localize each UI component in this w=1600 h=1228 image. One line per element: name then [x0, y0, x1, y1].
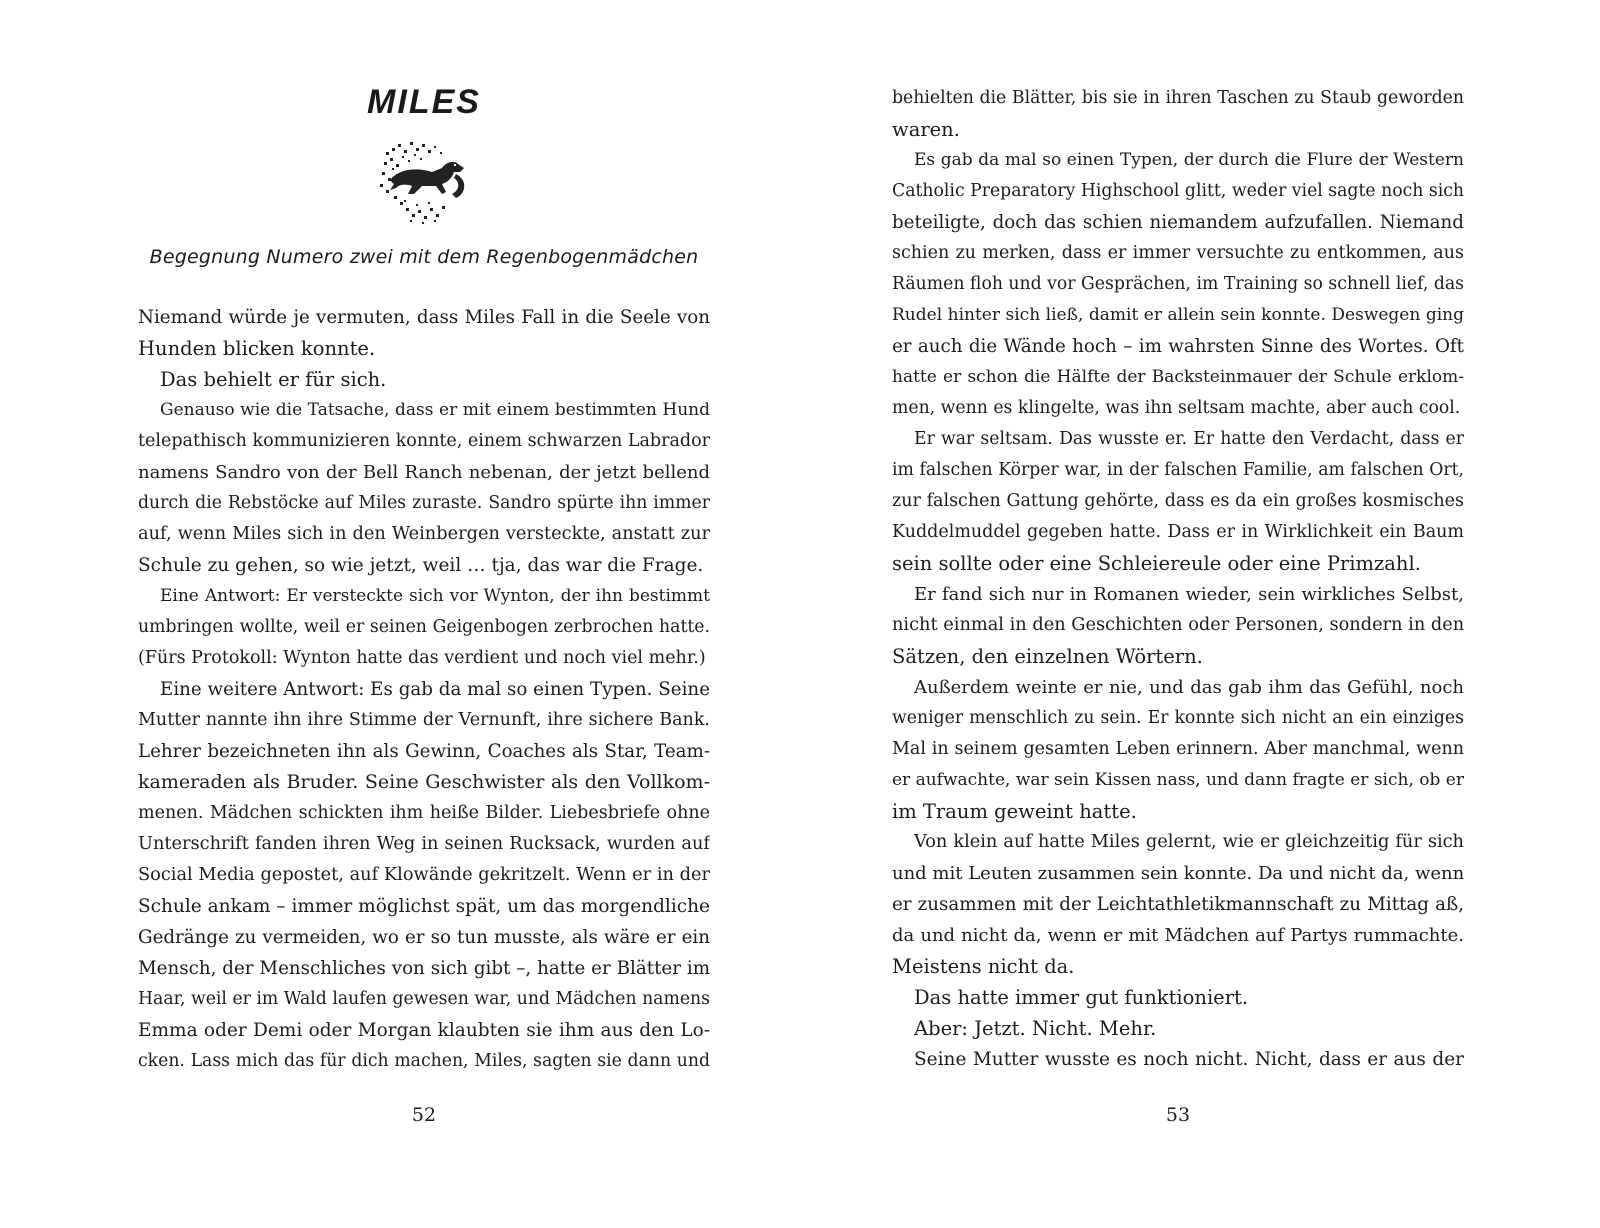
- text-line: beteiligte, doch das schien niemandem aufzufallen. Niemand: [892, 212, 1464, 233]
- text-line: (Fürs Protokoll: Wynton hatte das verdient und noch viel mehr.): [138, 648, 706, 668]
- chapter-heading: [138, 78, 710, 270]
- text-line: Schule zu gehen, so wie jetzt, weil … tja, das war die Frage.: [138, 555, 704, 576]
- text-line: er aufwachte, war sein Kissen nass, und dann fragte er sich, ob er: [892, 770, 1464, 790]
- text-line: Kuddelmuddel gegeben hatte. Dass er in Wirklichkeit ein Baum: [892, 522, 1464, 542]
- text-line: durch die Rebstöcke auf Miles zuraste. Sandro spürte ihn immer: [138, 493, 710, 513]
- text-line: schien zu merken, dass er immer versuchte zu entkommen, aus: [892, 243, 1464, 263]
- text-line: und mit Leuten zusammen sein konnte. Da und nicht da, wenn: [892, 863, 1464, 884]
- text-line: nicht einmal in den Geschichten oder Personen, sondern in den: [892, 615, 1464, 635]
- text-line: Gedränge zu vermeiden, wo er so tun musste, als wäre er ein: [138, 927, 710, 948]
- text-line: Lehrer bezeichneten ihn als Gewinn, Coaches als Star, Team-: [138, 741, 710, 762]
- text-line: namens Sandro von der Bell Ranch nebenan, der jetzt bellend: [138, 462, 710, 483]
- text-line: sein sollte oder eine Schleiereule oder eine Primzahl.: [892, 552, 1421, 575]
- text-line: Eine Antwort: Er versteckte sich vor Wynton, der ihn bestimmt: [160, 586, 710, 606]
- text-line: behielten die Blätter, bis sie in ihren Taschen zu Staub geworden: [892, 88, 1464, 108]
- left-body-text: [138, 302, 710, 1077]
- text-line: Emma oder Demi oder Morgan klaubten sie ihm aus den Lo-: [138, 1020, 710, 1041]
- text-line: Rudel hinter sich ließ, damit er allein sein konnte. Deswegen ging: [892, 305, 1464, 325]
- text-line: er zusammen mit der Leichtathletikmannschaft zu Mittag aß,: [892, 894, 1464, 915]
- text-line: hatte er schon die Hälfte der Backsteinmauer der Schule erklom-: [892, 367, 1464, 387]
- text-line: Sätzen, den einzelnen Wörtern.: [892, 645, 1203, 668]
- text-line: waren.: [892, 118, 960, 141]
- text-line: Aber: Jetzt. Nicht. Mehr.: [914, 1017, 1157, 1040]
- text-line: umbringen wollte, weil er seinen Geigenbogen zerbrochen hatte.: [138, 617, 710, 637]
- text-line: Mutter nannte ihn ihre Stimme der Vernunft, ihre sichere Bank.: [138, 710, 710, 730]
- text-line: da und nicht da, wenn er mit Mädchen auf Partys rummachte.: [892, 925, 1464, 946]
- text-line: kameraden als Bruder. Seine Geschwister als den Vollkom-: [138, 771, 710, 793]
- text-line: telepathisch kommunizieren konnte, einem schwarzen Labrador: [138, 431, 710, 451]
- text-line: Mal in seinem gesamten Leben erinnern. Aber manchmal, wenn: [892, 739, 1464, 759]
- page-number-right: 53: [1165, 1104, 1191, 1126]
- text-line: Unterschrift fanden ihren Weg in seinen Rucksack, wurden auf: [138, 834, 710, 854]
- text-line: Niemand würde je vermuten, dass Miles Fall in die Seele von: [138, 307, 710, 328]
- text-line: menen. Mädchen schickten ihm heiße Bilder. Liebesbriefe ohne: [138, 803, 710, 823]
- text-line: Von klein auf hatte Miles gelernt, wie er gleichzeitig für sich: [914, 832, 1464, 852]
- text-line: Catholic Preparatory Highschool glitt, weder viel sagte noch sich: [892, 181, 1464, 201]
- text-line: cken. Lass mich das für dich machen, Miles, sagten sie dann und: [138, 1051, 710, 1071]
- dog-emblem-icon: [376, 138, 472, 226]
- text-line: Räumen floh und vor Gesprächen, im Training so schnell lief, das: [892, 274, 1464, 294]
- text-line: Das hatte immer gut funktioniert.: [914, 986, 1249, 1009]
- chapter-title: MILES: [367, 83, 481, 121]
- text-line: Er war seltsam. Das wusste er. Er hatte den Verdacht, dass er: [914, 429, 1464, 449]
- text-line: Seine Mutter wusste es noch nicht. Nicht, dass er aus der: [914, 1049, 1464, 1070]
- text-line: Schule ankam – immer möglichst spät, um das morgendliche: [138, 896, 710, 917]
- text-line: men, wenn es klingelte, was ihn seltsam machte, aber auch cool.: [892, 398, 1461, 418]
- text-line: Mensch, der Menschliches von sich gibt –, hatte er Blätter im: [138, 958, 710, 979]
- page-number-left: 52: [411, 1104, 437, 1126]
- text-line: Es gab da mal so einen Typen, der durch die Flure der Western: [914, 150, 1464, 170]
- text-line: Er fand sich nur in Romanen wieder, sein wirkliches Selbst,: [914, 584, 1464, 605]
- text-line: Social Media gepostet, auf Klowände gekritzelt. Wenn er in der: [138, 865, 710, 885]
- text-line: im Traum geweint hatte.: [892, 800, 1137, 823]
- text-line: weniger menschlich zu sein. Er konnte sich nicht an ein einziges: [892, 708, 1464, 728]
- text-line: Das behielt er für sich.: [160, 368, 387, 391]
- text-line: Haar, weil er im Wald laufen gewesen war, und Mädchen namens: [138, 989, 710, 1009]
- right-page: [892, 0, 1464, 1228]
- chapter-subtitle: Begegnung Numero zwei mit dem Regenbogenmädchen: [149, 246, 699, 268]
- text-line: zur falschen Gattung gehörte, dass es da ein großes kosmisches: [892, 491, 1464, 511]
- text-line: Hunden blicken konnte.: [138, 337, 376, 360]
- right-body-text: [892, 83, 1464, 1075]
- text-line: Genauso wie die Tatsache, dass er mit einem bestimmten Hund: [160, 400, 710, 420]
- text-line: Eine weitere Antwort: Es gab da mal so einen Typen. Seine: [160, 679, 710, 700]
- text-line: er auch die Wände hoch – im wahrsten Sinne des Wortes. Oft: [892, 336, 1464, 357]
- text-line: im falschen Körper war, in der falschen Familie, am falschen Ort,: [892, 460, 1464, 480]
- text-line: Meistens nicht da.: [892, 955, 1075, 978]
- text-line: Außerdem weinte er nie, und das gab ihm das Gefühl, noch: [914, 677, 1464, 698]
- text-line: auf, wenn Miles sich in den Weinbergen versteckte, anstatt zur: [138, 524, 710, 544]
- left-page: [138, 0, 710, 1228]
